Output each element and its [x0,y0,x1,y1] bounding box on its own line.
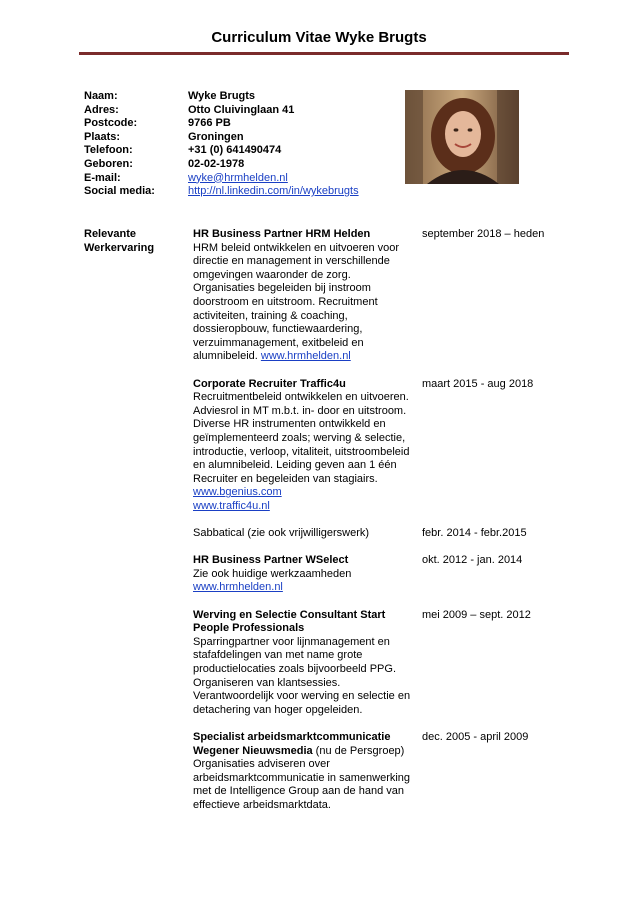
personal-row-phone [84,144,359,158]
website-link[interactable]: www.traffic4u.nl [193,499,270,512]
job-title: Sabbatical (zie ook vrijwilligerswerk) [193,527,370,540]
desc-line: Diverse HR instrumenten ontwikkeld en [193,418,386,431]
job-date: september 2018 – heden [422,228,545,240]
personal-row-address [84,104,359,118]
job-entry [193,228,553,364]
job-entry [193,554,553,595]
personal-label: Naam: [84,90,118,102]
desc-line: dossieropbouw, functiewaardering, [193,323,363,336]
website-link[interactable]: www.hrmhelden.nl [193,581,283,594]
job-title [193,609,413,636]
job-description [193,391,413,486]
job-title: HR Business Partner HRM Helden [193,228,371,240]
job-description [193,636,413,718]
personal-row-postcode [84,117,359,131]
desc-line: productielocaties zoals bijvoorbeeld PPG. [193,663,397,675]
personal-label: Geboren: [84,157,133,170]
desc-line: directie en management in verschillende [193,255,390,268]
desc-line: effectieve arbeidsmarktdata. [193,798,331,811]
desc-line: detachering van hoger opgeleiden. [193,703,363,716]
website-link[interactable]: www.hrmhelden.nl [260,350,351,363]
experience-section-label [84,228,154,255]
job-title [193,731,413,758]
job-entry [193,731,553,813]
desc-line: met de Intelligence Group aan de hand van [193,785,404,798]
desc-line: Recruiter en begeleiden van stagiairs. [193,472,378,485]
personal-label: Postcode: [84,117,138,130]
desc-line: geïmplementeerd zoals; werving & selectie, [193,431,406,444]
desc-line: introductie, verloop, vitaliteit, uitstroombeleid [193,445,410,458]
desc-line: HRM beleid ontwikkelen en uitvoeren voor [193,241,400,254]
title-line [193,745,413,759]
job-title: Corporate Recruiter Traffic4u [193,377,346,390]
desc-line: Sparringpartner voor lijnmanagement en [193,635,390,648]
desc-line: Recruitmentbeleid ontwikkelen en uitvoeren. [193,391,409,404]
job-entry [193,609,553,718]
job-date: maart 2015 - aug 2018 [422,377,534,390]
desc-line: doorstroom en uitstroom. Recruitment [193,295,378,308]
desc-line: stafafdelingen van met name grote [193,649,363,662]
personal-value: +31 (0) 641490474 [188,144,282,157]
website-link[interactable]: www.bgenius.com [193,486,282,499]
document-title: Curriculum Vitae Wyke Brugts [211,29,427,46]
section-label-line: Relevante [84,228,136,240]
personal-value: Groningen [188,130,244,143]
job-date: okt. 2012 - jan. 2014 [422,554,523,567]
desc-line: verzuimmanagement, exitbeleid en [193,336,364,349]
personal-label: Plaats: [84,130,121,143]
title-company: Wegener Nieuwsmedia [193,744,313,757]
section-label-line: Werkervaring [84,241,155,254]
personal-value: Otto Cluivinglaan 41 [188,103,295,116]
profile-photo [405,90,519,184]
desc-line: en alumnibeleid. Leiding geven aan 1 één [193,459,397,472]
title-suffix: (nu de Persgroep) [312,744,405,757]
personal-row-name [84,90,359,104]
personal-row-city [84,131,359,145]
personal-row-email [84,172,359,186]
title-line: Specialist arbeidsmarktcommunicatie [193,730,391,743]
personal-value: 02-02-1978 [188,157,245,170]
personal-row-social [84,185,359,199]
desc-line: Organisaties adviseren over [193,758,330,771]
job-description [193,242,413,364]
experience-list [193,228,553,813]
job-title: HR Business Partner WSelect [193,554,349,567]
job-date: dec. 2005 - april 2009 [422,730,529,743]
personal-value: Wyke Brugts [188,90,256,102]
job-date: mei 2009 – sept. 2012 [422,608,531,621]
desc-line: Organiseren van klantsessies. [193,676,341,689]
job-description [193,568,413,582]
personal-details [84,90,359,199]
job-links [193,581,553,595]
personal-row-birthdate [84,158,359,172]
desc-text: alumnibeleid. [193,350,261,363]
email-link[interactable]: wyke@hrmhelden.nl [188,171,288,184]
desc-line: omgevingen waaronder de zorg. [193,268,351,281]
personal-label: Adres: [84,103,119,116]
desc-line: Zie ook huidige werkzaamheden [193,567,352,580]
job-description [193,758,413,812]
desc-line: Adviesrol in MT m.b.t. in- door en uitstroom. [193,404,407,417]
job-entry [193,527,553,541]
desc-line: activiteiten, training & coaching, [193,309,348,322]
job-entry [193,378,553,514]
personal-label: E-mail: [84,171,121,184]
desc-line [193,350,413,364]
title-line: People Professionals [193,622,305,635]
personal-value: 9766 PB [188,117,231,130]
desc-line: Verantwoordelijk voor werving en selectie en [193,690,411,703]
job-date: febr. 2014 - febr.2015 [422,527,527,540]
desc-line: arbeidsmarktcommunicatie in samenwerking [193,771,411,784]
personal-label: Social media: [84,185,155,198]
job-links [193,486,553,513]
title-line: Werving en Selectie Consultant Start [193,608,386,621]
title-divider [79,52,569,55]
linkedin-link[interactable]: http://nl.linkedin.com/in/wykebrugts [188,185,359,198]
personal-label: Telefoon: [84,144,133,157]
desc-line: Organisaties begeleiden bij instroom [193,282,371,295]
